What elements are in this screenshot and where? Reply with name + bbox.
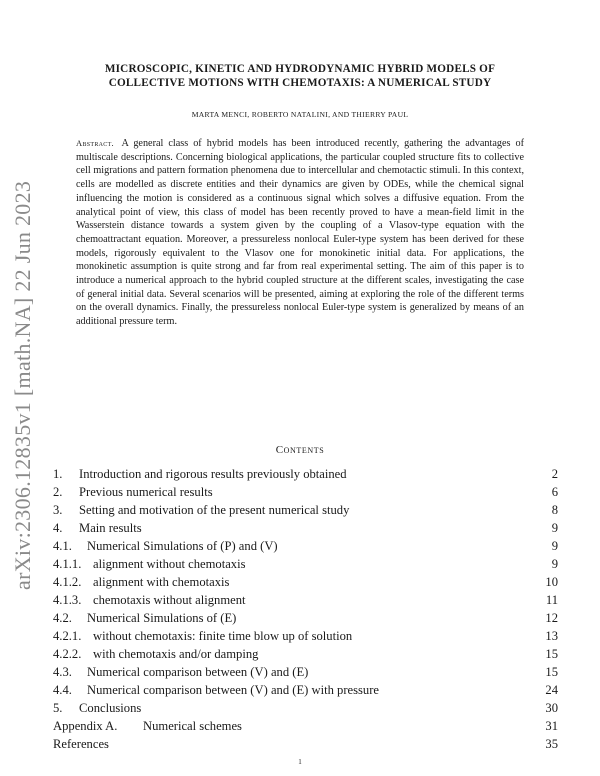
toc-entry-number: 4.4. <box>53 683 72 697</box>
toc-entry[interactable] <box>53 663 558 681</box>
toc-entry-page: 35 <box>545 737 558 751</box>
abstract-text: A general class of hybrid models has been introduced recently, gathering the advantages of multiscale descriptions. Concerning biological applications, the particular coupled structure fits to collective cell migrations and pattern formation phenomena due to intercellular and chemotactic stimuli. In this context, cells are modelled as discrete entities and their dynamics are given by ODEs, while the chemical signal influencing the motion is considered as a continuous signal which solves a diffusive equation. From the analytical point of view, this class of model has been recently proved to have a mean-field limit in the Wasserstein distance towards a system given by the coupling of a Vlasov-type equation with the chemoattractant equation. Moreover, a pressureless nonlocal Euler-type system has been derived for these models, rigorously equivalent to the Vlasov one for monokinetic initial data. For applications, the monokinetic assumption is quite strong and far from real experimental setting. The aim of this paper is to introduce a numerical approach to the hybrid coupled structure at the different scales, investigating the case of general initial data. Several scenarios will be presented, aiming at exploring the role of the different terms on the overall dynamics. Finally, the pressureless nonlocal Euler-type system is generalized by means of an additional pressure term. <box>76 138 524 328</box>
toc-entry-title: Numerical comparison between (V) and (E) with pressure <box>87 683 379 697</box>
toc-entry-title: alignment with chemotaxis <box>93 575 230 589</box>
arxiv-identifier: arXiv:2306.12835v1 [math.NA] 22 Jun 2023 <box>10 180 35 590</box>
toc-entry[interactable] <box>53 609 558 627</box>
title-line-2: COLLECTIVE MOTIONS WITH CHEMOTAXIS: A NUMERICAL STUDY <box>108 77 492 89</box>
toc-entry[interactable] <box>53 501 558 519</box>
toc-entry[interactable] <box>53 699 558 717</box>
toc-entry[interactable] <box>53 735 558 753</box>
toc-entry-title: alignment without chemotaxis <box>93 557 246 571</box>
toc-entry[interactable] <box>53 573 558 591</box>
toc-entry-page: 9 <box>551 539 558 553</box>
toc-entry-title: Numerical schemes <box>143 719 242 733</box>
table-of-contents <box>53 465 558 753</box>
toc-entry-title: chemotaxis without alignment <box>93 593 246 607</box>
toc-entry-page: 15 <box>545 665 558 679</box>
toc-entry-page: 11 <box>545 593 558 607</box>
toc-entry-number: 4.1. <box>53 539 72 553</box>
toc-entry-number: 4.2. <box>53 611 72 625</box>
abstract-label: Abstract. <box>76 138 114 148</box>
toc-entry-number: 4.3. <box>53 665 72 679</box>
toc-entry-page: 2 <box>551 467 558 481</box>
toc-entry-title: with chemotaxis and/or damping <box>93 647 259 661</box>
toc-entry-number: 5. <box>53 701 63 715</box>
toc-entry-number: 2. <box>53 485 63 499</box>
toc-entry-number: 4.2.1. <box>53 629 82 643</box>
toc-entry-page: 24 <box>545 683 558 697</box>
toc-entry-number: 4.2.2. <box>53 647 82 661</box>
contents-heading: Contents <box>275 444 325 456</box>
paper-title <box>60 62 540 90</box>
toc-entry-number: 1. <box>53 467 63 481</box>
toc-entry-page: 9 <box>551 521 558 535</box>
page-number: 1 <box>298 758 302 766</box>
toc-entry-number: Appendix A. <box>53 719 118 733</box>
toc-entry[interactable] <box>53 717 558 735</box>
toc-entry[interactable] <box>53 591 558 609</box>
toc-entry-page: 12 <box>545 611 558 625</box>
toc-entry[interactable] <box>53 645 558 663</box>
toc-entry[interactable] <box>53 519 558 537</box>
toc-entry-title: Numerical Simulations of (P) and (V) <box>87 539 278 553</box>
toc-entry-page: 6 <box>551 485 558 499</box>
abstract <box>76 137 524 329</box>
toc-entry-page: 31 <box>545 719 558 733</box>
toc-entry-page: 13 <box>545 629 558 643</box>
toc-entry-number: 4. <box>53 521 63 535</box>
toc-entry[interactable] <box>53 537 558 555</box>
toc-entry[interactable] <box>53 681 558 699</box>
toc-entry-title: Previous numerical results <box>79 485 213 499</box>
toc-entry-title: without chemotaxis: finite time blow up of solution <box>93 629 353 643</box>
toc-entry-title: Introduction and rigorous results previously obtained <box>79 467 347 481</box>
toc-entry-number: 4.1.3. <box>53 593 82 607</box>
toc-entry-page: 9 <box>551 557 558 571</box>
toc-entry-title: Conclusions <box>79 701 142 715</box>
toc-entry-page: 10 <box>545 575 558 589</box>
toc-entry-number: 3. <box>53 503 63 517</box>
title-line-1: MICROSCOPIC, KINETIC AND HYDRODYNAMIC HYBRID MODELS OF <box>104 63 496 75</box>
toc-entry[interactable] <box>53 483 558 501</box>
toc-entry-title: References <box>53 737 109 751</box>
toc-entry-title: Numerical Simulations of (E) <box>87 611 237 625</box>
toc-entry-number: 4.1.2. <box>53 575 82 589</box>
toc-entry[interactable] <box>53 465 558 483</box>
toc-entry[interactable] <box>53 555 558 573</box>
toc-entry-page: 15 <box>545 647 558 661</box>
author-list: MARTA MENCI, ROBERTO NATALINI, AND THIERRY PAUL <box>191 110 409 119</box>
toc-entry-title: Setting and motivation of the present numerical study <box>79 503 350 517</box>
toc-entry-title: Numerical comparison between (V) and (E) <box>87 665 309 679</box>
toc-entry-title: Main results <box>79 521 142 535</box>
toc-entry-number: 4.1.1. <box>53 557 82 571</box>
toc-entry-page: 8 <box>551 503 558 517</box>
toc-entry-page: 30 <box>545 701 558 715</box>
toc-entry[interactable] <box>53 627 558 645</box>
